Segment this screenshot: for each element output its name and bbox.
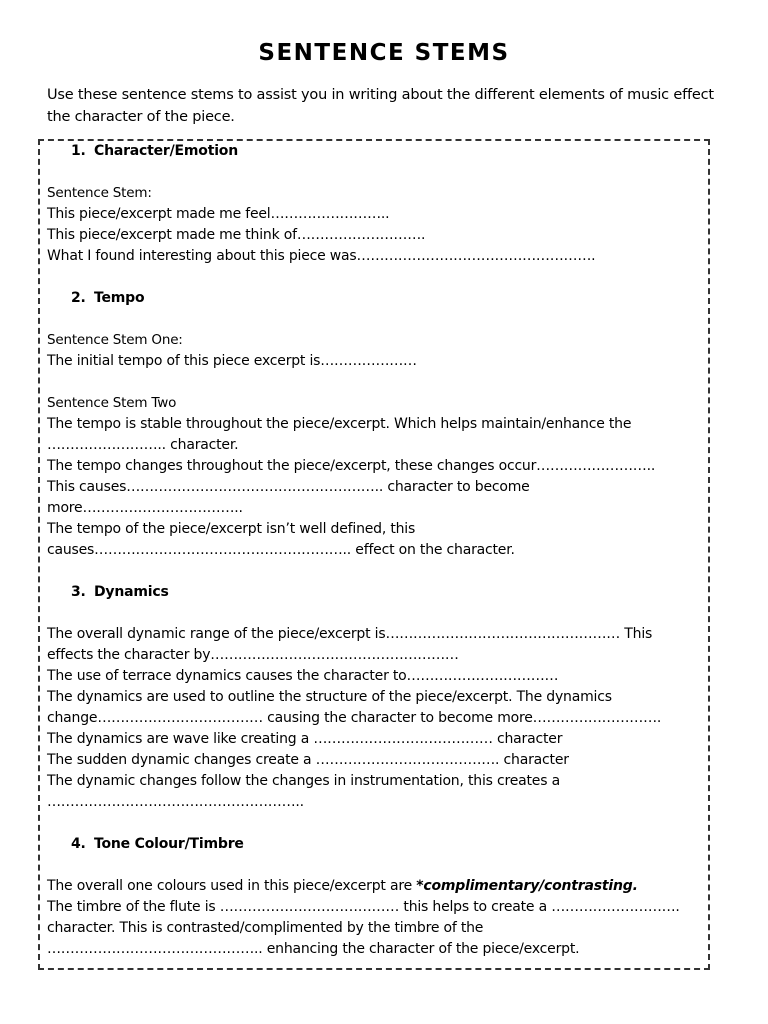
section-number: 1. bbox=[71, 143, 86, 159]
stem-line: The sudden dynamic changes create a …………………………………. character bbox=[47, 752, 569, 768]
section-number: 3. bbox=[71, 584, 86, 600]
stem-line: change……………………………… causing the character to become more………………………. bbox=[47, 710, 662, 726]
stem-line bbox=[47, 876, 707, 897]
stem-line: The timbre of the flute is ………………………………… this helps to create a ………………………. bbox=[47, 899, 680, 915]
stem-line: effects the character by……………………………………………… bbox=[47, 647, 459, 663]
sentence-stem-label: Sentence Stem One: bbox=[47, 332, 183, 348]
intro-text: Use these sentence stems to assist you in writing about the different elements of music effect the character of the piece. bbox=[47, 87, 714, 125]
section-heading-dynamics bbox=[47, 582, 707, 603]
stem-line: The tempo changes throughout the piece/excerpt, these changes occur…………………….. bbox=[47, 458, 656, 474]
stem-line: What I found interesting about this piece was……………………………………………. bbox=[47, 248, 596, 264]
stem-line: The dynamic changes follow the changes in instrumentation, this creates a bbox=[47, 773, 560, 789]
stem-line: more…………………………….. bbox=[47, 500, 243, 516]
stem-line: causes……………………………………………….. effect on the character. bbox=[47, 542, 515, 558]
stem-line: …………………….. character. bbox=[47, 437, 239, 453]
emphasis-text: *complimentary/contrasting. bbox=[416, 878, 638, 894]
stem-line: The overall dynamic range of the piece/excerpt is…………………………………………… This bbox=[47, 626, 653, 642]
stem-line: The dynamics are wave like creating a ………………………………… character bbox=[47, 731, 563, 747]
stem-line: ……………………………………….. enhancing the character of the piece/excerpt. bbox=[47, 941, 580, 957]
stem-line: This piece/excerpt made me feel…………………….. bbox=[47, 206, 390, 222]
section-number: 4. bbox=[71, 836, 86, 852]
stem-text: The overall one colours used in this piece/excerpt are bbox=[47, 878, 417, 894]
stem-line: The use of terrace dynamics causes the character to…………………………… bbox=[47, 668, 559, 684]
section-heading-character bbox=[47, 141, 707, 162]
section-heading-tempo bbox=[47, 288, 707, 309]
stem-line: This causes……………………………………………….. character to become bbox=[47, 479, 530, 495]
section-number: 2. bbox=[71, 290, 86, 306]
page-title: SENTENCE STEMS bbox=[258, 40, 510, 66]
stem-line: character. This is contrasted/complimented by the timbre of the bbox=[47, 920, 484, 936]
stem-line: ……………………………………………….. bbox=[47, 794, 304, 810]
section-title: Character/Emotion bbox=[94, 143, 238, 159]
stem-line: This piece/excerpt made me think of………………………. bbox=[47, 227, 426, 243]
stem-line: The tempo is stable throughout the piece/excerpt. Which helps maintain/enhance the bbox=[47, 416, 632, 432]
section-title: Dynamics bbox=[94, 584, 169, 600]
section-title: Tone Colour/Timbre bbox=[94, 836, 244, 852]
stem-line: The initial tempo of this piece excerpt is………………… bbox=[47, 353, 417, 369]
section-title: Tempo bbox=[94, 290, 145, 306]
stem-line: The dynamics are used to outline the structure of the piece/excerpt. The dynamics bbox=[47, 689, 612, 705]
worksheet-content bbox=[47, 141, 707, 960]
section-heading-timbre bbox=[47, 834, 707, 855]
sentence-stem-label: Sentence Stem: bbox=[47, 185, 152, 201]
sentence-stem-label: Sentence Stem Two bbox=[47, 395, 177, 411]
stem-line: The tempo of the piece/excerpt isn’t well defined, this bbox=[47, 521, 416, 537]
